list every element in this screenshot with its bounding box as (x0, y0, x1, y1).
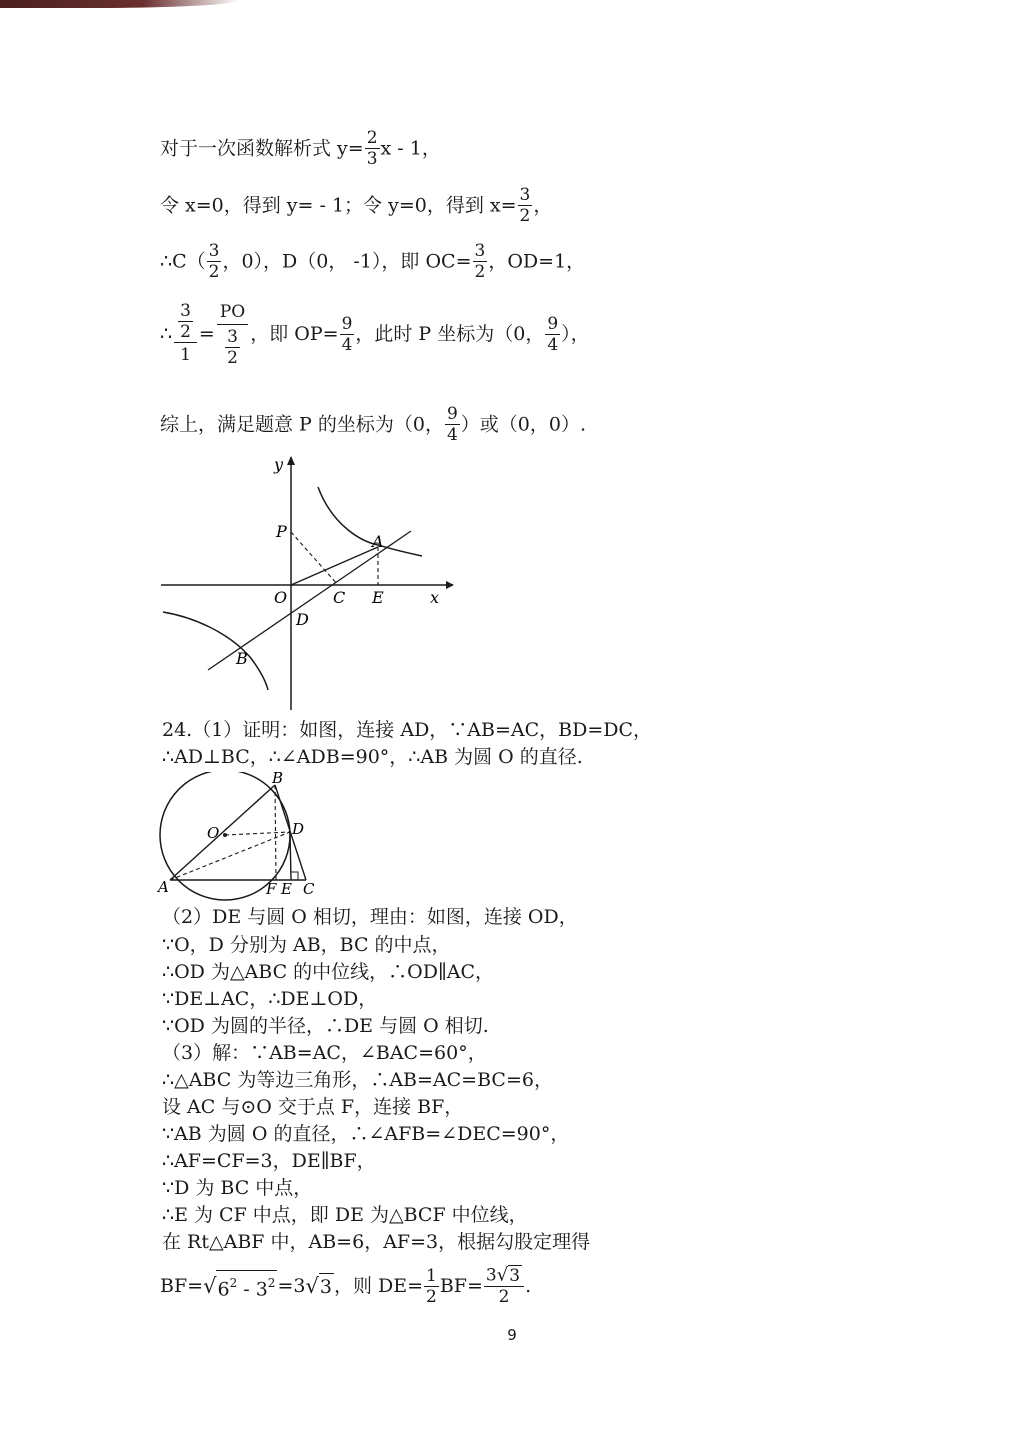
p24-line-10: 设 AC 与⊙O 交于点 F，连接 BF， (162, 1096, 464, 1118)
sqrt-sign: √ (305, 1274, 319, 1298)
segment-de (290, 832, 291, 880)
line-conclusion-p: 综上，满足题意 P 的坐标为（0， $\frac{9}{4}$ ）或（0，0）. (160, 404, 586, 445)
label-e: E (281, 880, 292, 898)
label-x: x (430, 588, 440, 607)
label-c: C (303, 880, 315, 898)
scan-edge (0, 0, 240, 8)
p24-line-1: 24.（1）证明：如图，连接 AD，∵AB=AC，BD=DC， (162, 719, 653, 741)
fraction: $\frac{9}{4}$ (446, 404, 458, 445)
p24-line-8: （3）解：∵AB=AC，∠BAC=60°， (162, 1042, 487, 1064)
fraction: $\frac{2}{3}$ (366, 128, 378, 169)
page-number: 9 (507, 1326, 517, 1344)
label-b: B (236, 649, 248, 668)
p24-line-5: ∴OD 为△ABC 的中位线，∴OD∥AC， (162, 961, 495, 983)
radicand: $6^2 - 3^2$ (216, 1270, 277, 1301)
figure-circle-triangle (155, 772, 325, 902)
fraction-half: $\frac{1}{2}$ (426, 1265, 437, 1307)
p24-line-14: ∴E 为 CF 中点，即 DE 为△BCF 中位线， (162, 1204, 528, 1226)
p24-line-9: ∴△ABC 为等边三角形，∴AB=AC=BC=6， (162, 1069, 553, 1091)
fraction: $\frac{3}{2}$ (208, 241, 220, 282)
line-intercepts: 令 x=0，得到 y= - 1；令 y=0，得到 x= $\frac{3}{2}$ ， (160, 185, 553, 226)
label-e: E (372, 588, 384, 607)
y-axis-arrow (287, 456, 295, 465)
line-oa (291, 547, 378, 585)
label-a: A (158, 878, 169, 896)
p24-final-formula: $BF=√6^2 - 3^2 =3√3$ ，则 DE= $\frac{1}{2}$ BF= $\frac{3√3}{2}$ . (160, 1264, 532, 1307)
segment-ad (170, 832, 290, 880)
label-a: A (372, 532, 384, 551)
label-o: O (207, 824, 220, 842)
segment-od (225, 832, 290, 835)
center-dot (223, 833, 227, 837)
p24-line-12: ∴AF=CF=3，DE∥BF， (162, 1150, 376, 1172)
label-d: D (292, 820, 305, 838)
p24-line-11: ∵AB 为圆 O 的直径，∴∠AFB=∠DEC=90°， (162, 1123, 570, 1145)
label-d: D (296, 610, 309, 629)
line-function-expression: 对于一次函数解析式 y= $\frac{2}{3}$ x - 1， (160, 128, 441, 169)
fraction-result: $\frac{3√3}{2}$ (484, 1265, 524, 1307)
p24-line-2: ∴AD⊥BC，∴∠ADB=90°，∴AB 为圆 O 的直径. (162, 746, 583, 768)
fraction: $\frac{9}{4}$ (341, 313, 353, 355)
x-axis-arrow (446, 581, 454, 589)
hyperbola-first-quadrant (318, 487, 422, 556)
segment-ab (170, 785, 275, 880)
dashed-pc (291, 532, 338, 585)
fraction: $\frac{3}{2}$ (474, 241, 486, 282)
line-ratio-op: ∴ $\frac{\frac{3}{2}}{1}$ = $\frac{PO}{\frac{3}{2}}$ ，即 OP= $\frac{9}{4}$ ，此时 P 坐标为（0， $\frac{9}{4}$ ）， (160, 301, 590, 368)
p24-line-4: ∵O，D 分别为 AB，BC 的中点， (162, 934, 451, 956)
p24-line-3: （2）DE 与圆 O 相切，理由：如图，连接 OD， (162, 906, 578, 928)
complex-fraction-right: $\frac{PO}{\frac{3}{2}}$ (217, 300, 248, 368)
label-b: B (272, 772, 284, 787)
fraction: $\frac{3}{2}$ (519, 185, 531, 226)
complex-fraction-left: $\frac{\frac{3}{2}}{1}$ (174, 301, 197, 367)
figure-coordinate-graph (158, 452, 458, 712)
p24-line-7: ∵OD 为圆的半径，∴DE 与圆 O 相切. (162, 1015, 489, 1037)
sqrt-sign: √ (203, 1274, 217, 1298)
line-points-c-d: ∴C（ $\frac{3}{2}$ ，0），D（0， -1），即 OC= $\frac{3}{2}$ ，OD=1， (160, 241, 586, 282)
p24-line-13: ∵D 为 BC 中点， (162, 1177, 313, 1199)
fraction: $\frac{9}{4}$ (547, 313, 559, 355)
label-y: y (274, 455, 284, 474)
label-c: C (333, 588, 346, 607)
label-o: O (274, 588, 288, 607)
p24-line-6: ∵DE⊥AC，∴DE⊥OD， (162, 988, 378, 1010)
p24-line-15: 在 Rt△ABF 中，AB=6，AF=3，根据勾股定理得 (162, 1231, 591, 1253)
hyperbola-third-quadrant (163, 612, 268, 690)
label-f: F (266, 880, 277, 898)
right-angle-mark (291, 872, 298, 880)
label-p: P (276, 522, 287, 541)
